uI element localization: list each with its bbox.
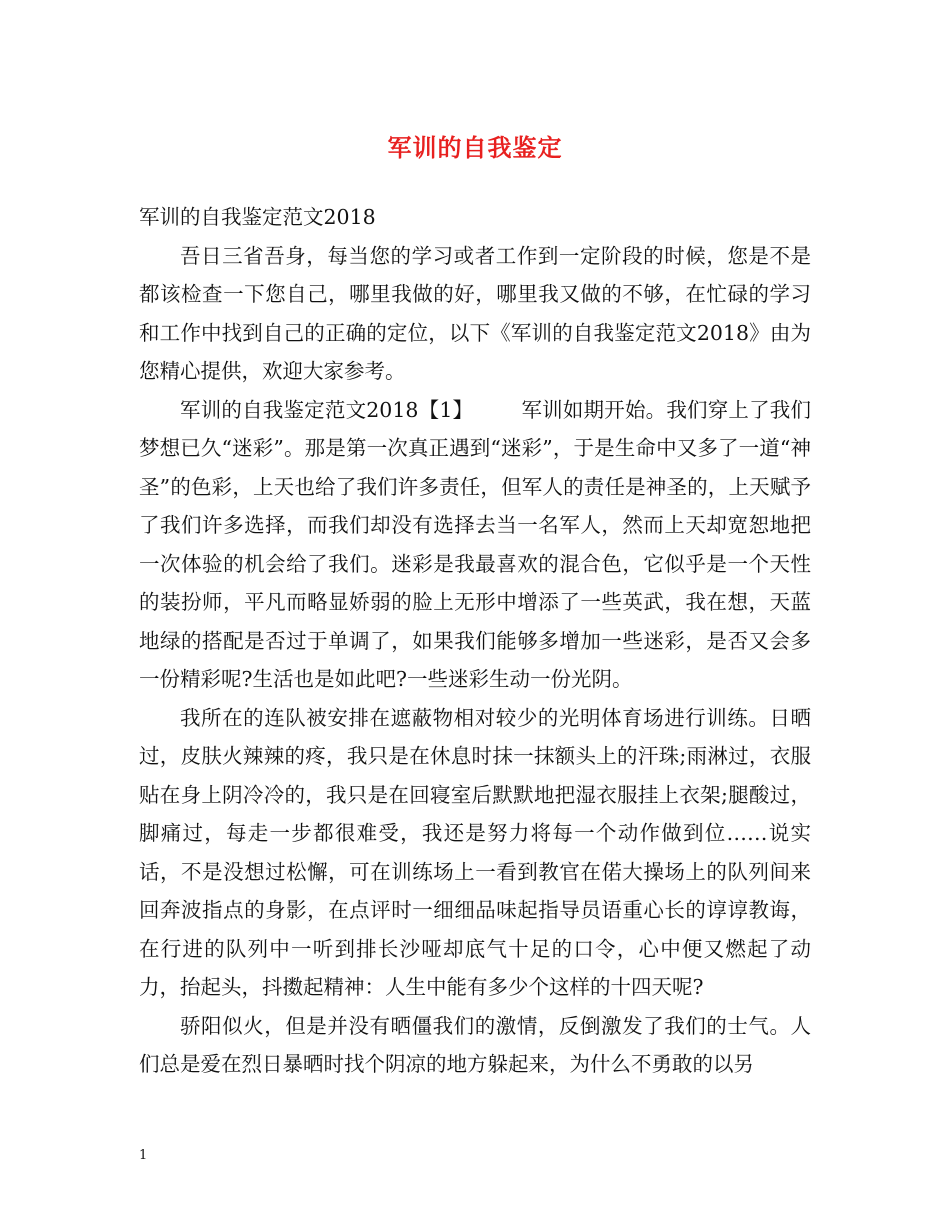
- intro-paragraph: 吾日三省吾身，每当您的学习或者工作到一定阶段的时候，您是不是都该检查一下您自己，哪里我做的好，哪里我又做的不够，在忙碌的学习和工作中找到自己的正确的定位，以下《军训的自我鉴定范文2018》由为您精心提供，欢迎大家参考。: [139, 243, 811, 383]
- section-heading: 军训的自我鉴定范文2018【1】: [180, 397, 474, 422]
- body-paragraph-2: 我所在的连队被安排在遮蔽物相对较少的光明体育场进行训练。日晒过，皮肤火辣辣的疼，我只是在休息时抹一抹额头上的汗珠;雨淋过，衣服贴在身上阴冷冷的，我只是在回寝室后默默地把湿衣服挂上衣架;腿酸过，脚痛过，每走一步都很难受，我还是努力将每一个动作做到位……说实话，不是没想过松懈，可在训练场上一看到教官在偌大操场上的队列间来回奔波指点的身影，在点评时一细细品味起指导员语重心长的谆谆教诲，在行进的队列中一听到排长沙哑却底气十足的口令，心中便又燃起了动力，抬起头，抖擞起精神：人生中能有多少个这样的十四天呢?: [139, 705, 811, 999]
- page-number: 1: [139, 1148, 148, 1163]
- document-title: 军训的自我鉴定: [387, 133, 563, 162]
- document-subtitle: 军训的自我鉴定范文2018: [139, 205, 376, 229]
- document-body: [139, 198, 811, 1084]
- section-paragraph: [139, 391, 811, 699]
- body-paragraph-3: 骄阳似火，但是并没有晒僵我们的激情，反倒激发了我们的士气。人们总是爱在烈日暴晒时找个阴凉的地方躲起来，为什么不勇敢的以另: [139, 1013, 811, 1076]
- body-paragraph-1: 军训如期开始。我们穿上了我们梦想已久“迷彩”。那是第一次真正遇到“迷彩”，于是生命中又多了一道“神圣”的色彩，上天也给了我们许多责任，但军人的责任是神圣的，上天赋予了我们许多选择，而我们却没有选择去当一名军人，然而上天却宽恕地把一次体验的机会给了我们。迷彩是我最喜欢的混合色，它似乎是一个天性的装扮师，平凡而略显娇弱的脸上无形中增添了一些英武，我在想，天蓝地绿的搭配是否过于单调了，如果我们能够多增加一些迷彩，是否又会多一份精彩呢?生活也是如此吧?一些迷彩生动一份光阴。: [139, 397, 812, 691]
